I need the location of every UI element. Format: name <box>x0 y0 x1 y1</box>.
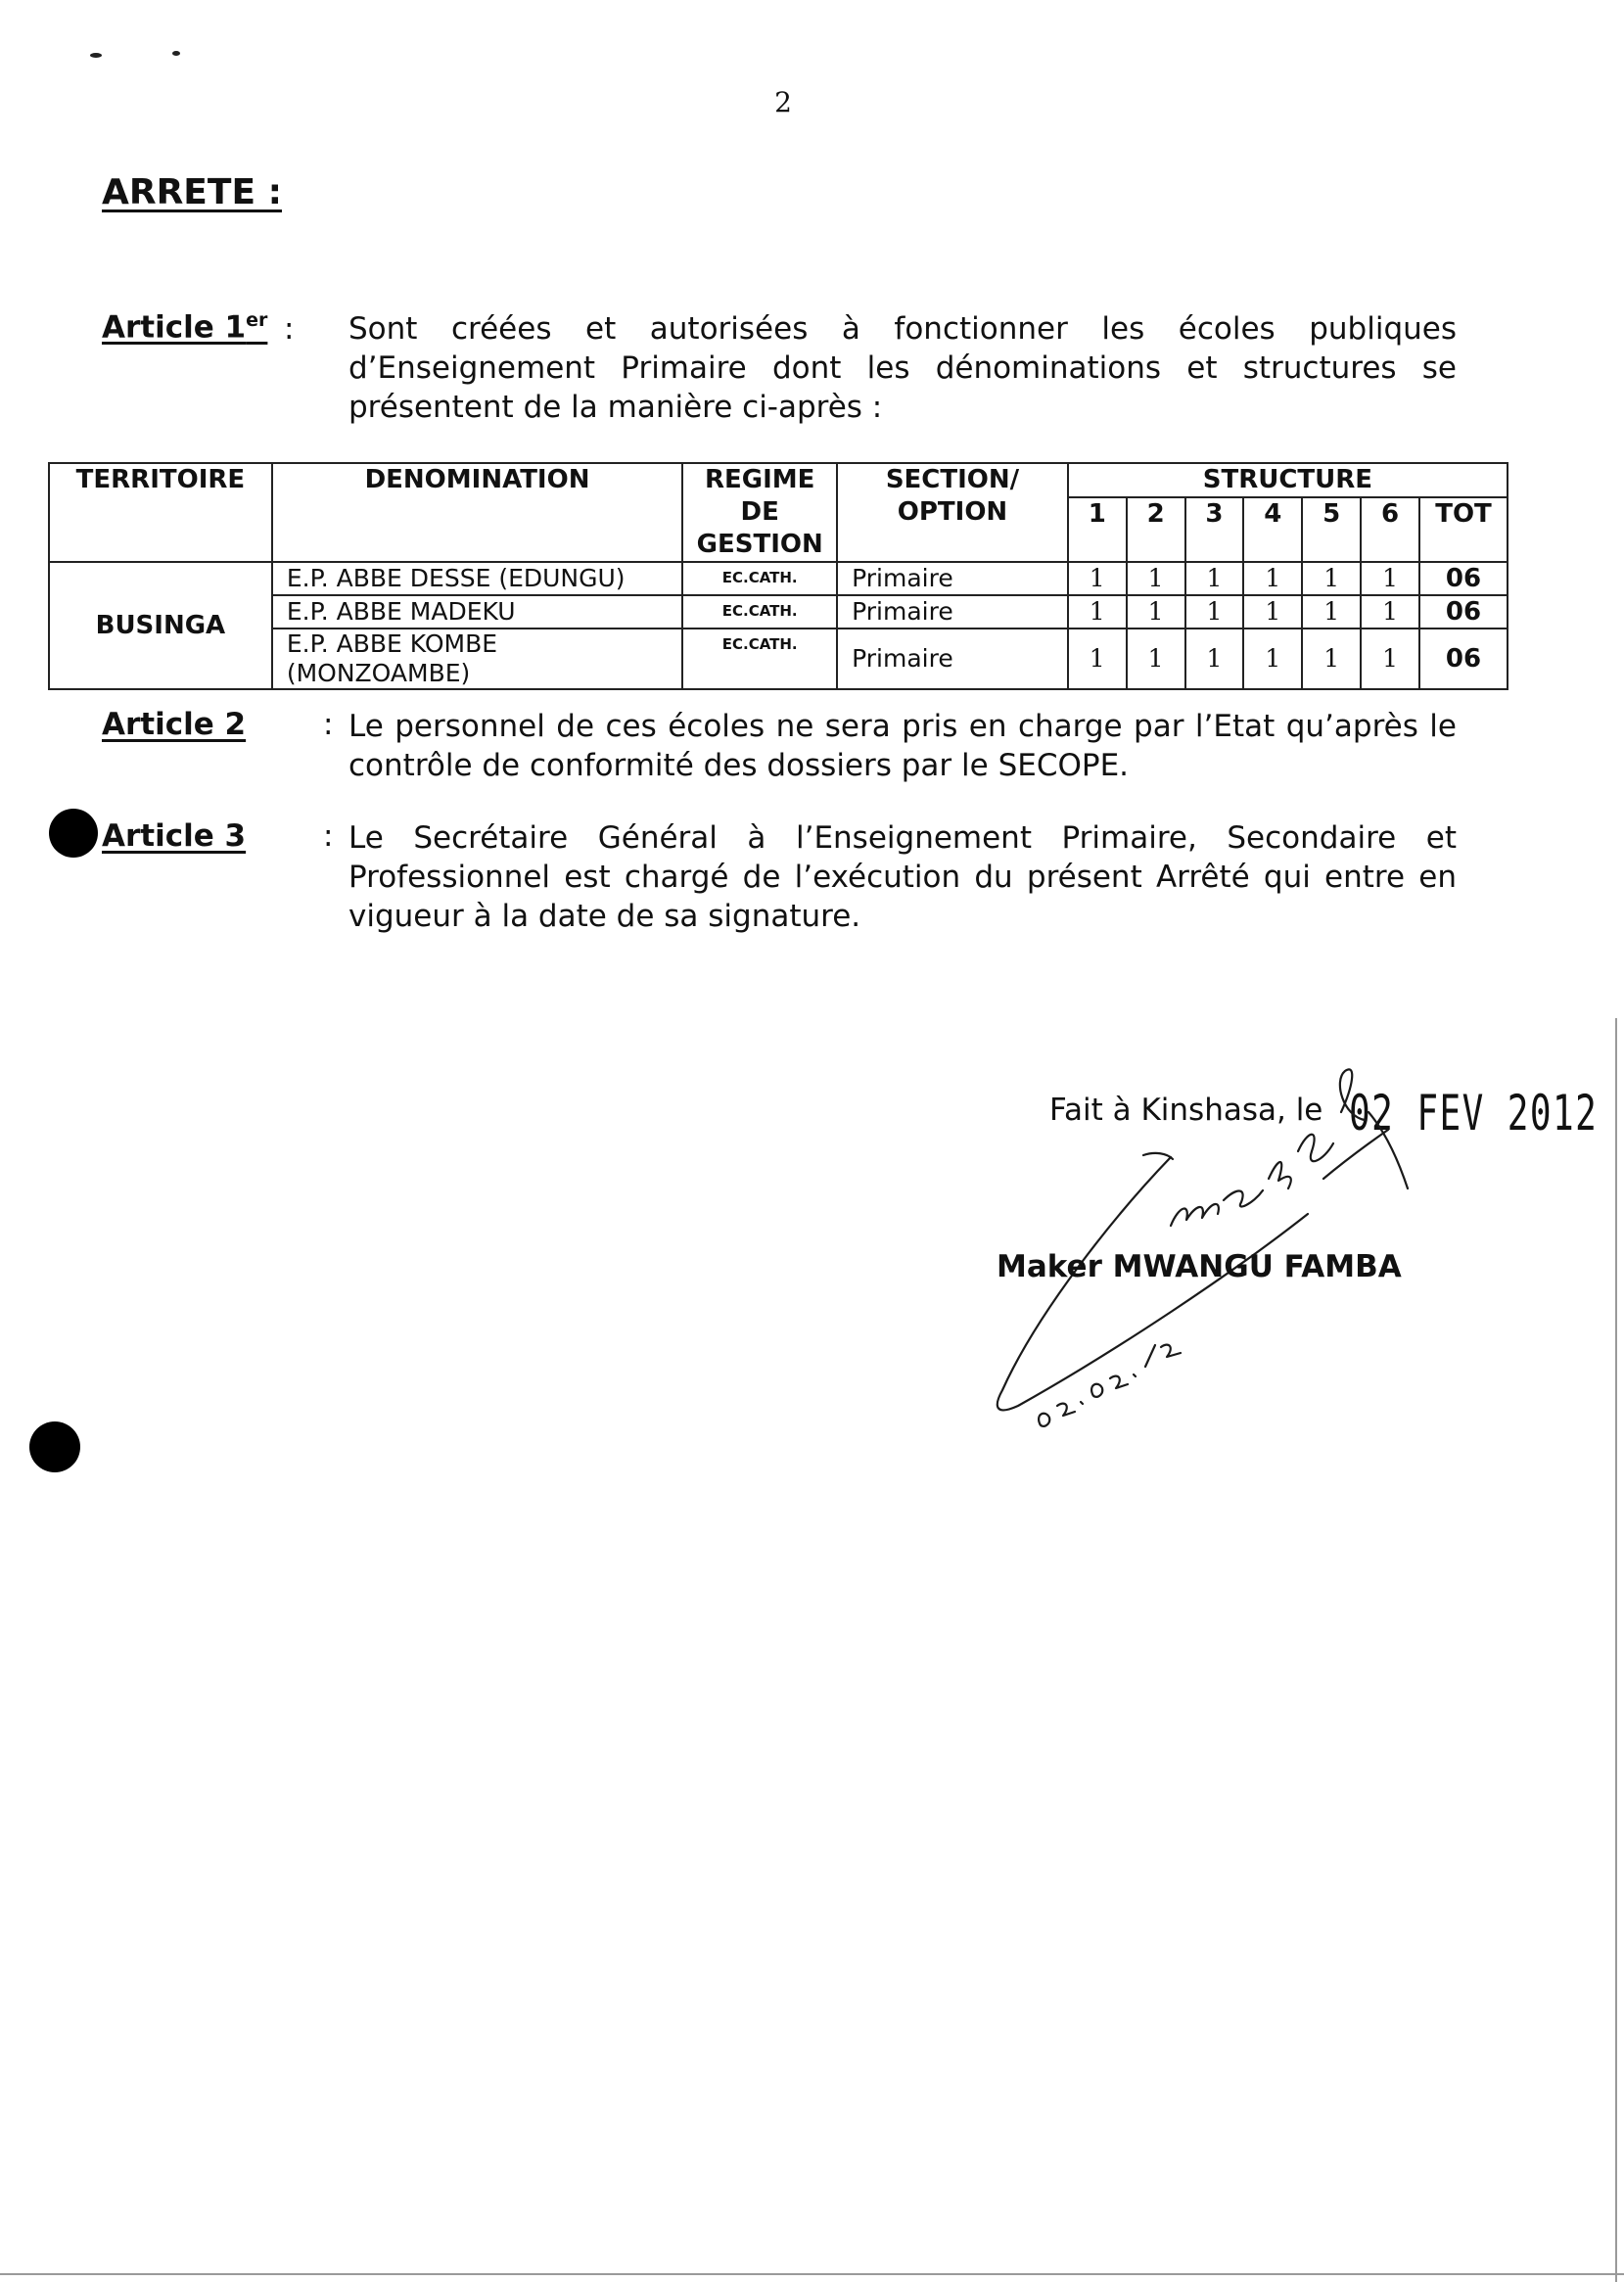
header-regime-line: REGIME <box>704 465 815 494</box>
denomination-cell: E.P. ABBE MADEKU <box>272 595 682 629</box>
level-cell: 1 <box>1127 629 1185 689</box>
header-level-2: 2 <box>1127 497 1185 562</box>
header-level-3: 3 <box>1185 497 1244 562</box>
article-3-label: Article 3 <box>102 818 247 854</box>
signatory-name: Maker MWANGU FAMBA <box>997 1249 1402 1284</box>
header-regime-line: GESTION <box>696 530 823 559</box>
denomination-cell: E.P. ABBE DESSE (EDUNGU) <box>272 562 682 595</box>
section-cell: Primaire <box>837 595 1068 629</box>
level-cell: 1 <box>1243 595 1302 629</box>
level-cell: 1 <box>1243 562 1302 595</box>
section-cell: Primaire <box>837 562 1068 595</box>
header-level-4: 4 <box>1243 497 1302 562</box>
header-level-5: 5 <box>1302 497 1361 562</box>
total-cell: 06 <box>1419 562 1508 595</box>
article-1-line: Sont créées et autorisées à fonctionner les écoles publiques <box>348 311 1457 347</box>
total-cell: 06 <box>1419 629 1508 689</box>
level-cell: 1 <box>1185 595 1244 629</box>
level-cell: 1 <box>1302 629 1361 689</box>
header-level-1: 1 <box>1068 497 1127 562</box>
level-cell: 1 <box>1185 562 1244 595</box>
article-2-colon: : <box>323 707 334 742</box>
article-3-line: Professionnel est chargé de l’exécution du présent Arrêté qui entre en <box>348 860 1457 895</box>
level-cell: 1 <box>1302 595 1361 629</box>
header-level-6: 6 <box>1361 497 1419 562</box>
header-total: TOT <box>1419 497 1508 562</box>
page-number: 2 <box>774 86 792 118</box>
header-structure: STRUCTURE <box>1068 463 1508 497</box>
territory-cell: BUSINGA <box>49 562 272 689</box>
regime-cell: EC.CATH. <box>682 595 837 629</box>
place-date-text: Fait à Kinshasa, le <box>1049 1093 1323 1128</box>
level-cell: 1 <box>1068 595 1127 629</box>
level-cell: 1 <box>1185 629 1244 689</box>
article-1-label-text: Article 1 <box>102 309 247 346</box>
level-cell: 1 <box>1127 562 1185 595</box>
level-cell: 1 <box>1068 629 1127 689</box>
article-1-line: présentent de la manière ci-après : <box>348 390 883 425</box>
article-1-line: d’Enseignement Primaire dont les dénominations et structures se <box>348 350 1457 386</box>
regime-cell: EC.CATH. <box>682 562 837 595</box>
article-3-colon: : <box>323 818 334 854</box>
article-1-colon: : <box>284 311 295 347</box>
header-section-line: OPTION <box>897 497 1008 527</box>
header-section-line: SECTION/ <box>885 465 1020 494</box>
level-cell: 1 <box>1302 562 1361 595</box>
level-cell: 1 <box>1127 595 1185 629</box>
article-2-label: Article 2 <box>102 707 247 742</box>
level-cell: 1 <box>1361 562 1419 595</box>
header-territoire: TERRITOIRE <box>49 463 272 562</box>
article-1-label-sup: er <box>246 309 268 331</box>
regime-cell: EC.CATH. <box>682 629 837 689</box>
level-cell: 1 <box>1068 562 1127 595</box>
level-cell: 1 <box>1361 595 1419 629</box>
section-cell: Primaire <box>837 629 1068 689</box>
document-heading: ARRETE : <box>102 172 282 212</box>
article-3-line: Le Secrétaire Général à l’Enseignement Primaire, Secondaire et <box>348 820 1457 856</box>
date-stamp: 02 FEV 2012 <box>1349 1085 1599 1141</box>
level-cell: 1 <box>1243 629 1302 689</box>
article-3-line: vigueur à la date de sa signature. <box>348 899 861 934</box>
header-denomination: DENOMINATION <box>272 463 682 562</box>
article-2-line: Le personnel de ces écoles ne sera pris en charge par l’Etat qu’après le <box>348 709 1457 744</box>
denomination-cell: E.P. ABBE KOMBE (MONZOAMBE) <box>272 629 682 689</box>
article-2-line: contrôle de conformité des dossiers par le SECOPE. <box>348 748 1130 783</box>
total-cell: 06 <box>1419 595 1508 629</box>
header-regime-line: DE <box>740 497 779 527</box>
level-cell: 1 <box>1361 629 1419 689</box>
